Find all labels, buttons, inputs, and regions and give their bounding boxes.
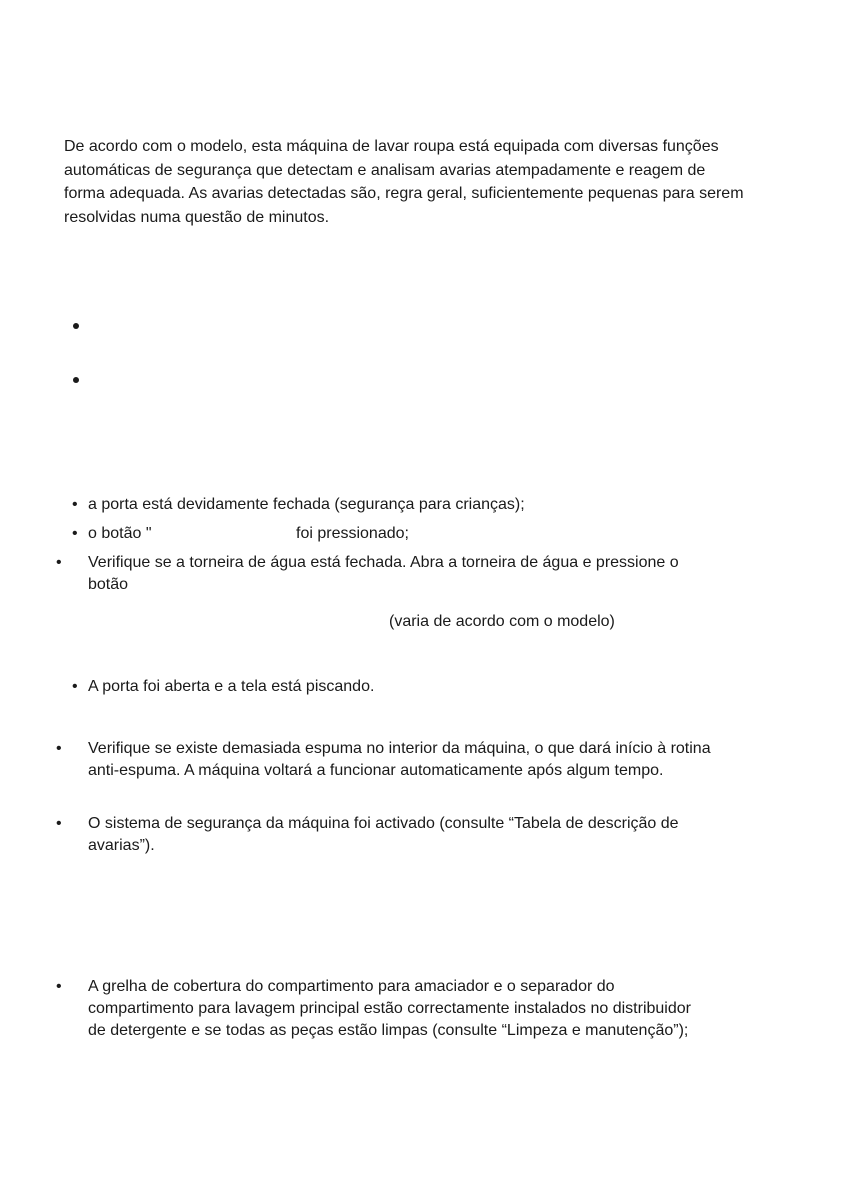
bullet-marker: • [72,678,78,695]
checklist-2-item-1-text: A porta foi aberta e a tela está piscando. [88,678,375,695]
intro-paragraph: De acordo com o modelo, esta máquina de lavar roupa está equipada com diversas funções automáticas de segurança que detectam e analisam avarias atempadamente e reagem de forma adequada. As avarias detectadas são, regra geral, suficientemente pequenas para serem resolvidas numa questão de minutos. [64,138,744,226]
checklist-4-item-1-text: A grelha de cobertura do compartimento para amaciador e o separador do compartimento para lavagem principal estão correctamente instalados no distribuidor de detergente e se todas as peças estão limpas (consulte “Limpeza e manutenção”); [88,978,691,1039]
checklist-3-item-2 [56,813,713,857]
bullet-marker: • [56,554,62,571]
bullet-marker: • [72,496,78,513]
checklist-2-item-1 [72,676,712,698]
checklist-3-item-1 [56,738,713,782]
checklist-1-item-2-suffix: foi pressionado; [296,525,409,542]
checklist-3-item-2-text: O sistema de segurança da máquina foi activado (consulte “Tabela de descrição de avarias”). [88,815,679,854]
bullet-marker: • [72,525,78,542]
checklist-1-item-2-text: o botão " [88,525,152,542]
empty-bullet-2 [73,377,79,383]
checklist-1-item-1 [72,494,712,516]
empty-bullet-1 [73,323,79,329]
checklist-1-item-1-text: a porta está devidamente fechada (segurança para crianças); [88,496,525,513]
checklist-1-item-3-text: Verifique se a torneira de água está fechada. Abra a torneira de água e pressione o botão [88,554,679,593]
bullet-marker: • [56,740,62,757]
checklist-1-item-3 [56,552,688,596]
checklist-4-item-1 [56,976,708,1042]
checklist-3-item-1-text: Verifique se existe demasiada espuma no interior da máquina, o que dará início à rotina anti-espuma. A máquina voltará a funcionar automaticamente após algum tempo. [88,740,711,779]
bullet-marker: • [56,978,62,995]
model-note: (varia de acordo com o modelo) [389,613,615,630]
bullet-marker: • [56,815,62,832]
